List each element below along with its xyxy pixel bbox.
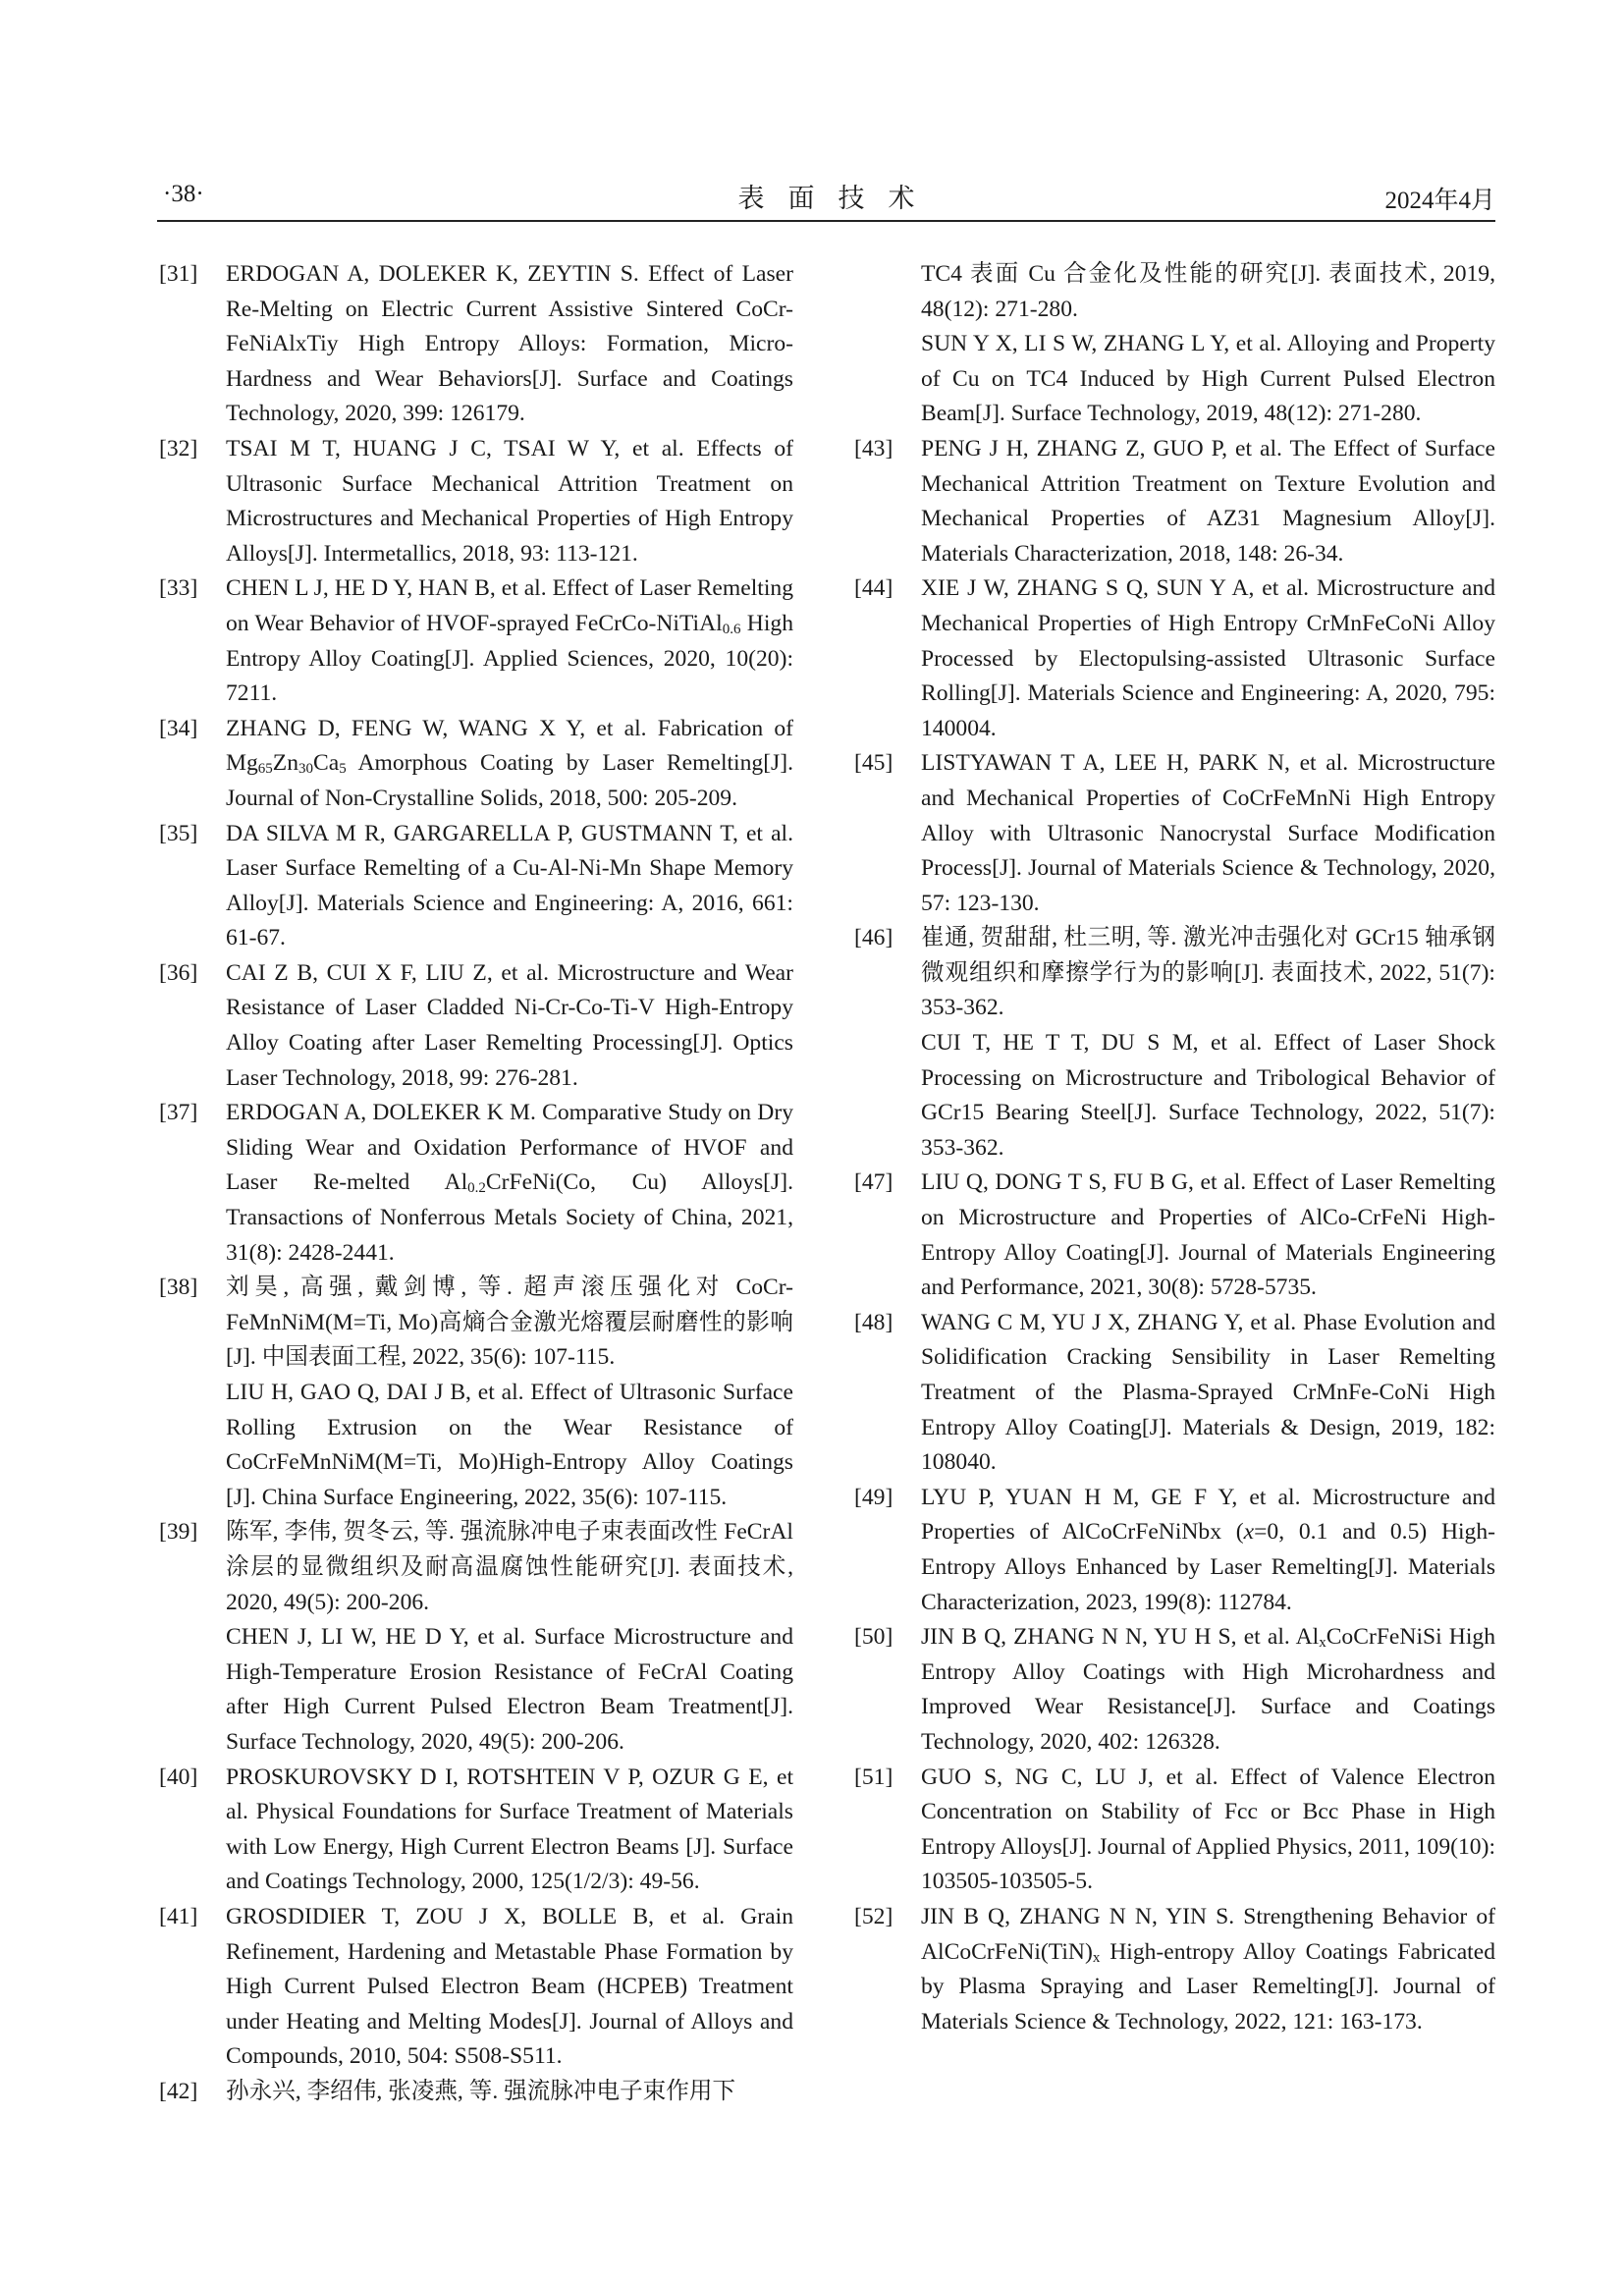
reference-entry — [852, 257, 1495, 432]
reference-number: [45] — [854, 750, 893, 777]
reference-entry — [852, 1481, 1495, 1620]
journal-title: 表面技术 — [737, 184, 939, 213]
reference-number: [50] — [854, 1624, 893, 1651]
reference-number: [47] — [854, 1169, 893, 1196]
reference-text: CAI Z B, CUI X F, LIU Z, et al. Microstructure and Wear Resistance of Laser Cladded Ni-Cr-Co-Ti-V High-Entropy Alloy Coating after Laser Remelting Processing[J]. Optics Laser Technology, 2018, 99: 276-281. — [226, 959, 793, 1091]
reference-entry — [157, 257, 793, 432]
reference-number: [44] — [854, 575, 893, 602]
reference-number: [33] — [159, 575, 198, 602]
reference-entry — [157, 1271, 793, 1515]
issue-date: 2024年4月 — [1384, 188, 1495, 214]
reference-number: [46] — [854, 925, 893, 951]
reference-number: [41] — [159, 1903, 198, 1929]
reference-entry — [157, 956, 793, 1096]
reference-number: [51] — [854, 1764, 893, 1790]
reference-number: [49] — [854, 1484, 893, 1510]
reference-english-translation: LIU H, GAO Q, DAI J B, et al. Effect of Ultrasonic Surface Rolling Extrusion on the Wear Resistance of CoCrFeMnNiM(M=Ti, Mo)High-Entropy Alloy Coatings [J]. China Surface Engineering, 2022, 35(6): 107-115. — [226, 1380, 793, 1510]
reference-entry — [157, 2075, 793, 2110]
reference-number: [35] — [159, 820, 198, 846]
reference-text: CHEN L J, HE D Y, HAN B, et al. Effect of Laser Remelting on Wear Behavior of HVOF-sprayed FeCrCo-NiTiAl$_{0.6}$ High Entropy Alloy Coating[J]. Applied Sciences, 2020, 10(20): 7211. — [226, 575, 793, 707]
reference-entry — [157, 817, 793, 956]
reference-number: [40] — [159, 1764, 198, 1790]
reference-entry — [157, 1515, 793, 1760]
reference-number: [52] — [854, 1903, 893, 1929]
reference-text: ZHANG D, FENG W, WANG X Y, et al. Fabrication of $Mg_{65}Zn_{30}Ca_5$ Amorphous Coating by Laser Remelting[J]. Journal of Non-Crystalline Solids, 2018, 500: 205-209. — [226, 715, 793, 811]
reference-entry — [157, 432, 793, 571]
reference-number: [38] — [159, 1275, 198, 1301]
reference-english-translation: SUN Y X, LI S W, ZHANG L Y, et al. Alloying and Property of Cu on TC4 Induced by High Current Pulsed Electron Beam[J]. Surface Technology, 2019, 48(12): 271-280. — [921, 331, 1495, 427]
reference-entry — [852, 1900, 1495, 2039]
reference-number: [36] — [159, 959, 198, 986]
reference-text: TSAI M T, HUANG J C, TSAI W Y, et al. Effects of Ultrasonic Surface Mechanical Attrition Treatment on Microstructures and Mechanical Properties of High Entropy Alloys[J]. Intermetallics, 2018, 93: 113-121. — [226, 435, 793, 567]
reference-entry — [852, 1761, 1495, 1900]
reference-entry — [852, 921, 1495, 1166]
reference-number: [48] — [854, 1309, 893, 1335]
reference-text: LIU Q, DONG T S, FU B G, et al. Effect of Laser Remelting on Microstructure and Properties of AlCo-CrFeNi High-Entropy Alloy Coating[J]. Journal of Materials Engineering and Performance, 2021, 30(8): 5728-5735. — [921, 1169, 1495, 1301]
reference-entry — [852, 571, 1495, 746]
reference-text: ERDOGAN A, DOLEKER K, ZEYTIN S. Effect of Laser Re-Melting on Electric Current Assistive Sintered CoCr-FeNiAlxTiy High Entropy Alloys: Formation, Micro-Hardness and Wear Behaviors[J]. Surface and Coatings Technology, 2020, 399: 126179. — [226, 261, 793, 427]
reference-english-translation: CHEN J, LI W, HE D Y, et al. Surface Microstructure and High-Temperature Erosion Resistance of FeCrAl Coating after High Current Pulsed Electron Beam Treatment[J]. Surface Technology, 2020, 49(5): 200-206. — [226, 1624, 793, 1755]
reference-entry — [852, 1620, 1495, 1760]
reference-text: LISTYAWAN T A, LEE H, PARK N, et al. Microstructure and Mechanical Properties of CoCrFeMnNi High Entropy Alloy with Ultrasonic Nanocrystal Surface Modification Process[J]. Journal of Materials Science & Technology, 2020, 57: 123-130. — [921, 750, 1495, 916]
reference-text: 崔通, 贺甜甜, 杜三明, 等. 激光冲击强化对 GCr15 轴承钢微观组织和摩擦学行为的影响[J]. 表面技术, 2022, 51(7): 353-362. — [921, 925, 1495, 1021]
reference-entry — [852, 1166, 1495, 1305]
reference-text: 陈军, 李伟, 贺冬云, 等. 强流脉冲电子束表面改性 FeCrAl 涂层的显微组织及耐高温腐蚀性能研究[J]. 表面技术, 2020, 49(5): 200-206. — [226, 1519, 793, 1615]
reference-text: JIN B Q, ZHANG N N, YIN S. Strengthening Behavior of $AlCoCrFeNi(TiN)_x$ High-entropy Alloy Coatings Fabricated by Plasma Spraying and Laser Remelting[J]. Journal of Materials Science & Technology, 2022, 121: 163-173. — [921, 1903, 1495, 2035]
reference-text: 刘昊, 高强, 戴剑博, 等. 超声滚压强化对 CoCr-FeMnNiM(M=Ti, Mo)高熵合金激光熔覆层耐磨性的影响[J]. 中国表面工程, 2022, 35(6): 107-115. — [226, 1275, 793, 1371]
reference-number: [39] — [159, 1519, 198, 1546]
reference-entry — [157, 1900, 793, 2075]
reference-entry — [157, 571, 793, 711]
reference-number: [32] — [159, 435, 198, 461]
references-left-column — [157, 257, 793, 2109]
reference-text: DA SILVA M R, GARGARELLA P, GUSTMANN T, et al. Laser Surface Remelting of a Cu-Al-Ni-Mn Shape Memory Alloy[J]. Materials Science and Engineering: A, 2016, 661: 61-67. — [226, 820, 793, 951]
reference-entry — [852, 1306, 1495, 1481]
reference-entry — [157, 1096, 793, 1271]
reference-text: JIN B Q, ZHANG N N, YU H S, et al. $Al_xCoCrFeNiSi$ High Entropy Alloy Coatings with High Microhardness and Improved Wear Resistance[J]. Surface and Coatings Technology, 2020, 402: 126328. — [921, 1624, 1495, 1755]
references-right-column — [852, 257, 1495, 2039]
reference-number: [34] — [159, 715, 198, 741]
reference-english-translation: CUI T, HE T T, DU S M, et al. Effect of Laser Shock Processing on Microstructure and Tribological Behavior of GCr15 Bearing Steel[J]. Surface Technology, 2022, 51(7): 353-362. — [921, 1030, 1495, 1161]
page-header — [157, 169, 1495, 222]
reference-text: GUO S, NG C, LU J, et al. Effect of Valence Electron Concentration on Stability of Fcc or Bcc Phase in High Entropy Alloys[J]. Journal of Applied Physics, 2011, 109(10): 103505-103505-5. — [921, 1764, 1496, 1895]
reference-entry — [852, 746, 1495, 921]
reference-text: PROSKUROVSKY D I, ROTSHTEIN V P, OZUR G E, et al. Physical Foundations for Surface Treatment of Materials with Low Energy, High Current Electron Beams [J]. Surface and Coatings Technology, 2000, 125(1/2/3): 49-56. — [226, 1764, 793, 1895]
reference-entry — [157, 1761, 793, 1900]
reference-text: PENG J H, ZHANG Z, GUO P, et al. The Effect of Surface Mechanical Attrition Treatment on Texture Evolution and Mechanical Properties of AZ31 Magnesium Alloy[J]. Materials Characterization, 2018, 148: 26-34. — [921, 435, 1495, 567]
reference-number: [42] — [159, 2078, 198, 2104]
reference-text: 孙永兴, 李绍伟, 张凌燕, 等. 强流脉冲电子束作用下 — [226, 2078, 736, 2104]
page-number: ·38· — [163, 181, 204, 207]
reference-entry — [157, 712, 793, 817]
reference-entry — [852, 432, 1495, 571]
reference-text: TC4 表面 Cu 合金化及性能的研究[J]. 表面技术, 2019, 48(12): 271-280. — [921, 261, 1495, 322]
reference-number: [31] — [159, 261, 198, 287]
reference-text: GROSDIDIER T, ZOU J X, BOLLE B, et al. Grain Refinement, Hardening and Metastable Phase Formation by High Current Pulsed Electron Beam (HCPEB) Treatment under Heating and Melting Modes[J]. Journal of Alloys and Compounds, 2010, 504: S508-S511. — [226, 1903, 793, 2070]
reference-text: WANG C M, YU J X, ZHANG Y, et al. Phase Evolution and Solidification Cracking Sensibility in Laser Remelting Treatment of the Plasma-Sprayed CrMnFe-CoNi High Entropy Alloy Coating[J]. Materials & Design, 2019, 182: 108040. — [921, 1309, 1495, 1476]
reference-number: [43] — [854, 435, 893, 461]
reference-number: [37] — [159, 1100, 198, 1126]
reference-text: XIE J W, ZHANG S Q, SUN Y A, et al. Microstructure and Mechanical Properties of High Entropy CrMnFeCoNi Alloy Processed by Electopulsing-assisted Ultrasonic Surface Rolling[J]. Materials Science and Engineering: A, 2020, 795: 140004. — [921, 575, 1495, 741]
reference-text: ERDOGAN A, DOLEKER K M. Comparative Study on Dry Sliding Wear and Oxidation Performance of HVOF and Laser Re-melted $Al_{0.2}CrFeNi(Co$, Cu) Alloys[J]. Transactions of Nonferrous Metals Society of China, 2021, 31(8): 2428-2441. — [226, 1100, 793, 1266]
reference-text: LYU P, YUAN H M, GE F Y, et al. Microstructure and Properties of AlCoCrFeNiNbx (x=0, 0.1 and 0.5) High-Entropy Alloys Enhanced by Laser Remelting[J]. Materials Characterization, 2023, 199(8): 112784. — [921, 1484, 1495, 1615]
